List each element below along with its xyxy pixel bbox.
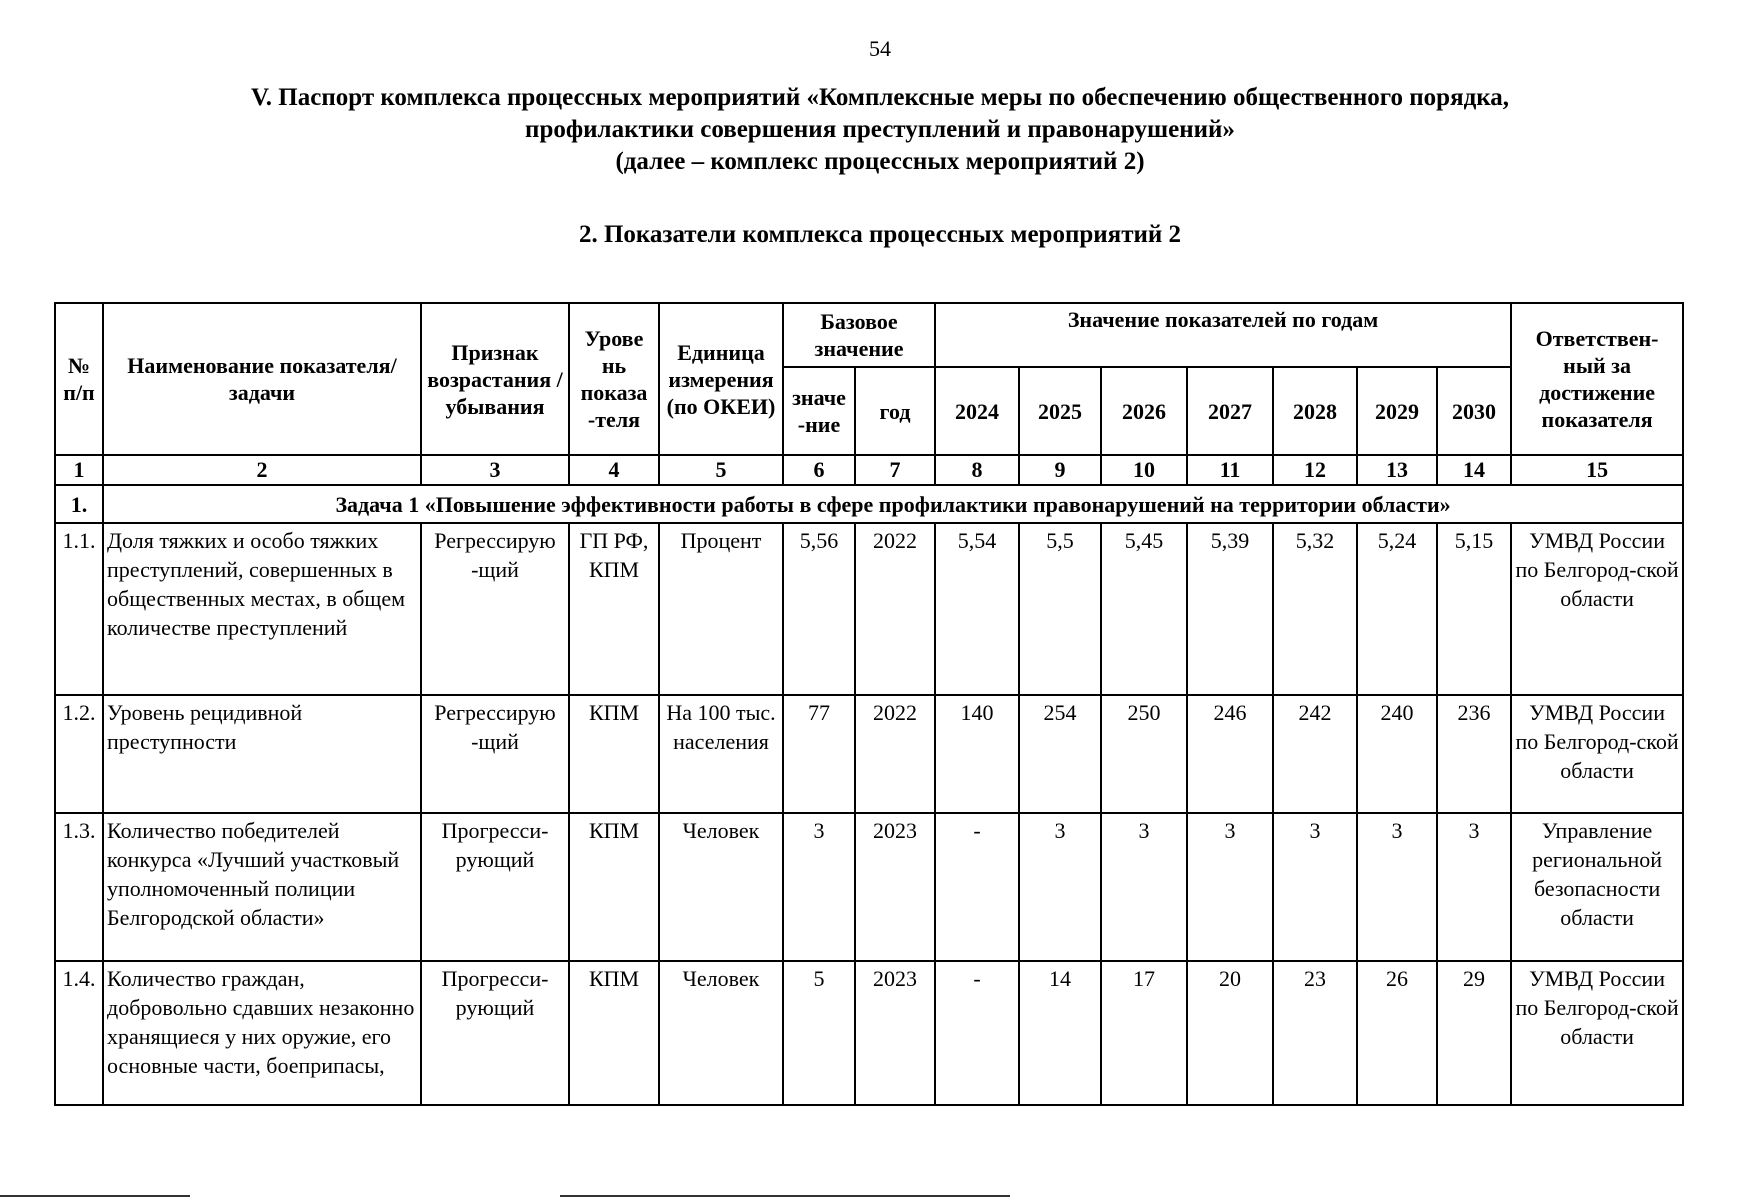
row-name: Количество граждан, добровольно сдавших незаконно хранящиеся у них оружие, его основные части, боеприпасы, [103, 961, 421, 1105]
row-base-year: 2022 [855, 695, 935, 813]
row-base-year: 2022 [855, 523, 935, 695]
row-name: Доля тяжких и особо тяжких преступлений, совершенных в общественных местах, в общем количестве преступлений [103, 523, 421, 695]
header-unit: Единица измерения (по ОКЕИ) [659, 303, 783, 455]
row-value: 5,39 [1187, 523, 1273, 695]
header-year: 2028 [1273, 367, 1357, 455]
row-sign: Регрессирую -щий [421, 523, 569, 695]
column-number: 6 [783, 455, 855, 485]
header-responsible: Ответствен-ный за достижение показателя [1511, 303, 1683, 455]
column-number: 5 [659, 455, 783, 485]
row-value: 5,45 [1101, 523, 1187, 695]
row-responsible: Управление региональной безопасности области [1511, 813, 1683, 961]
row-value: 240 [1357, 695, 1437, 813]
header-sign: Признак возрастания / убывания [421, 303, 569, 455]
row-value: 242 [1273, 695, 1357, 813]
row-name: Количество победителей конкурса «Лучший участковый уполномоченный полиции Белгородской области» [103, 813, 421, 961]
table-row [55, 961, 1683, 1105]
header-name: Наименование показателя/задачи [103, 303, 421, 455]
row-level: КПМ [569, 961, 659, 1105]
table-row [55, 523, 1683, 695]
header-year: 2027 [1187, 367, 1273, 455]
row-sign: Прогресси-рующий [421, 961, 569, 1105]
row-name: Уровень рецидивной преступности [103, 695, 421, 813]
row-value: 140 [935, 695, 1019, 813]
column-number: 2 [103, 455, 421, 485]
row-unit: Человек [659, 961, 783, 1105]
column-number: 7 [855, 455, 935, 485]
header-base: Базовое значение [783, 303, 935, 367]
row-unit: Процент [659, 523, 783, 695]
header-years-group: Значение показателей по годам [935, 303, 1511, 367]
row-base-value: 5 [783, 961, 855, 1105]
row-value: 3 [1019, 813, 1101, 961]
row-value: 236 [1437, 695, 1511, 813]
task-text: Задача 1 «Повышение эффективности работы в сфере профилактики правонарушений на территории области» [103, 485, 1683, 523]
header-year: 2029 [1357, 367, 1437, 455]
column-number: 8 [935, 455, 1019, 485]
row-value: 26 [1357, 961, 1437, 1105]
page-number: 54 [869, 36, 891, 61]
row-unit: Человек [659, 813, 783, 961]
row-num: 1.1. [55, 523, 103, 695]
row-level: ГП РФ, КПМ [569, 523, 659, 695]
header-year: 2025 [1019, 367, 1101, 455]
header-year: 2026 [1101, 367, 1187, 455]
row-base-year: 2023 [855, 961, 935, 1105]
row-value: 5,24 [1357, 523, 1437, 695]
row-value: 250 [1101, 695, 1187, 813]
row-responsible: УМВД России по Белгород-ской области [1511, 523, 1683, 695]
row-value: 3 [1437, 813, 1511, 961]
header-year: 2030 [1437, 367, 1511, 455]
row-sign: Прогресси-рующий [421, 813, 569, 961]
header-base-value: значе -ние [783, 367, 855, 455]
column-number: 14 [1437, 455, 1511, 485]
row-value: 254 [1019, 695, 1101, 813]
header-year: 2024 [935, 367, 1019, 455]
row-value: 5,15 [1437, 523, 1511, 695]
row-value: 3 [1357, 813, 1437, 961]
row-value: 3 [1101, 813, 1187, 961]
row-base-year: 2023 [855, 813, 935, 961]
table-row [55, 813, 1683, 961]
scan-edge-line [560, 1195, 1010, 1197]
column-number: 13 [1357, 455, 1437, 485]
row-level: КПМ [569, 695, 659, 813]
row-base-value: 3 [783, 813, 855, 961]
row-value: 246 [1187, 695, 1273, 813]
column-number: 3 [421, 455, 569, 485]
row-num: 1.2. [55, 695, 103, 813]
column-number: 12 [1273, 455, 1357, 485]
row-value: 14 [1019, 961, 1101, 1105]
header-level: Урове нь показа -теля [569, 303, 659, 455]
row-responsible: УМВД России по Белгород-ской области [1511, 695, 1683, 813]
row-responsible: УМВД России по Белгород-ской области [1511, 961, 1683, 1105]
section-title-line-2: профилактики совершения преступлений и правонарушений» [525, 116, 1235, 143]
row-value: 17 [1101, 961, 1187, 1105]
row-num: 1.3. [55, 813, 103, 961]
row-value: - [935, 813, 1019, 961]
row-value: 20 [1187, 961, 1273, 1105]
row-num: 1.4. [55, 961, 103, 1105]
indicators-table [54, 302, 1684, 1106]
row-value: - [935, 961, 1019, 1105]
section-title-line-3: (далее – комплекс процессных мероприятий 2) [615, 148, 1145, 175]
task-row [55, 485, 1683, 523]
row-value: 23 [1273, 961, 1357, 1105]
row-value: 3 [1273, 813, 1357, 961]
row-base-value: 77 [783, 695, 855, 813]
column-numbers-row [55, 455, 1683, 485]
column-number: 11 [1187, 455, 1273, 485]
column-number: 4 [569, 455, 659, 485]
row-value: 5,32 [1273, 523, 1357, 695]
column-number: 15 [1511, 455, 1683, 485]
column-number: 10 [1101, 455, 1187, 485]
row-sign: Регрессирую -щий [421, 695, 569, 813]
column-number: 1 [55, 455, 103, 485]
task-num: 1. [55, 485, 103, 523]
row-value: 3 [1187, 813, 1273, 961]
row-value: 5,5 [1019, 523, 1101, 695]
header-base-year: год [855, 367, 935, 455]
row-value: 29 [1437, 961, 1511, 1105]
row-value: 5,54 [935, 523, 1019, 695]
row-base-value: 5,56 [783, 523, 855, 695]
section-title-line-1: V. Паспорт комплекса процессных мероприятий «Комплексные меры по обеспечению общественного порядка, [250, 84, 1510, 111]
scan-edge-line [0, 1195, 190, 1197]
section-title [60, 82, 1700, 178]
table-title: 2. Показатели комплекса процессных мероприятий 2 [578, 221, 1182, 248]
row-level: КПМ [569, 813, 659, 961]
row-unit: На 100 тыс. населения [659, 695, 783, 813]
header-num: № п/п [55, 303, 103, 455]
column-number: 9 [1019, 455, 1101, 485]
table-row [55, 695, 1683, 813]
